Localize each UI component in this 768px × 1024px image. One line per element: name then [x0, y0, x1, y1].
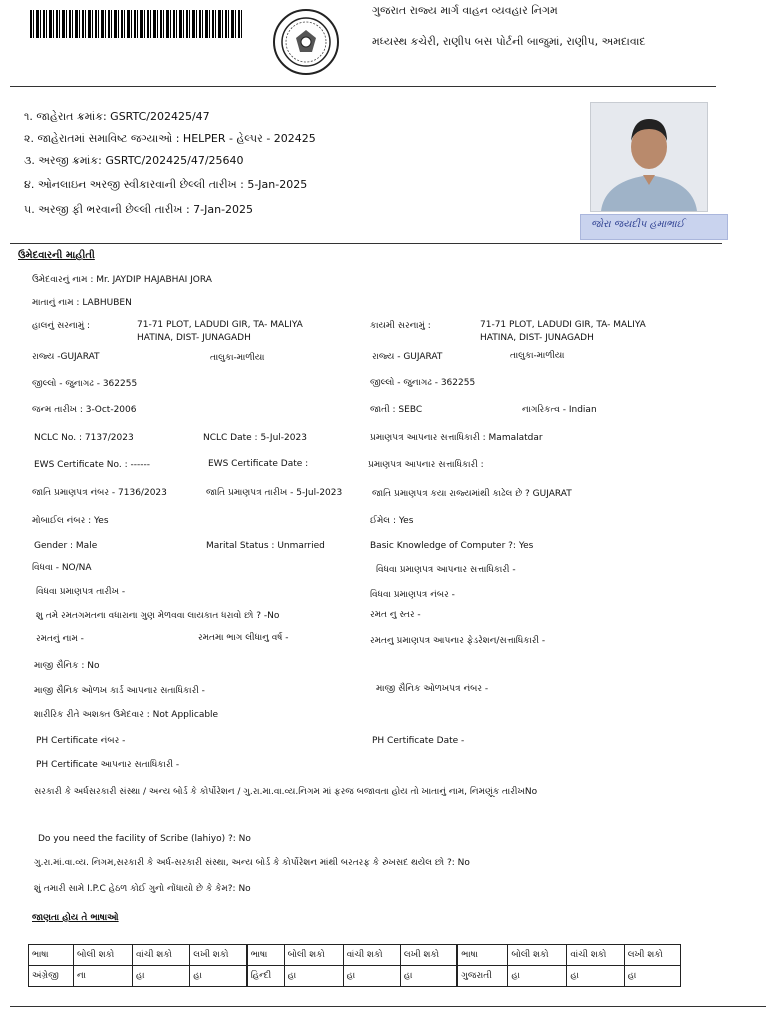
- caste-cert-number: જાતિ પ્રમાણપત્ર નંબર - 7136/2023: [32, 488, 167, 498]
- table-cell: ગુજરાતી: [457, 966, 508, 987]
- widow-number: વિધવા પ્રમાણપત્ર નંબર -: [370, 590, 455, 600]
- ph-cert-number: PH Certificate નંબર -: [36, 736, 126, 746]
- table-cell: હિન્દી: [247, 966, 284, 987]
- mother-name: માતાનું નામ : LABHUBEN: [32, 298, 132, 308]
- sports-year: રમતમા ભાગ લીધાનુ વર્ષ -: [198, 633, 289, 643]
- gender: Gender : Male: [34, 541, 98, 551]
- table-cell: હા: [132, 966, 189, 987]
- marital-status: Marital Status : Unmarried: [206, 541, 325, 551]
- table-header: વાંચી શકો: [132, 945, 189, 966]
- widow-date: વિધવા પ્રમાણપત્ર તારીખ -: [36, 587, 126, 597]
- barcode: [30, 10, 242, 38]
- mobile: મોબાઈલ નંબર : Yes: [32, 516, 109, 526]
- table-header: વાંચી શકો: [567, 945, 624, 966]
- table-header: લખી શકો: [624, 945, 680, 966]
- table-cell: હા: [190, 966, 247, 987]
- table-cell: હા: [284, 966, 343, 987]
- govt-employment: સરકારી કે અર્ધસરકારી સંસ્થા / અન્ય બોર્ડ કે કોર્પોરેશન / ગુ.રા.મા.વા.વ્ય.નિગમ માં ફરજ બજાવતા હોય તો ખાતાનું નામ, નિમણૂંક તારીખNo: [34, 787, 538, 797]
- computer-knowledge: Basic Knowledge of Computer ?: Yes: [370, 541, 534, 551]
- widow-authority: વિધવા પ્રમાણપત્ર આપનાર સત્તાધિકારી -: [376, 565, 516, 575]
- nclc-number: NCLC No. : 7137/2023: [34, 433, 134, 443]
- table-header: બોલી શકો: [508, 945, 567, 966]
- taluka-permanent: તાલુકા-માળીયા: [510, 351, 565, 361]
- table-cell: હા: [508, 966, 567, 987]
- org-address: મધ્યસ્થ કચેરી, રાણીપ બસ પોર્ટની બાજુમાં, રાણીપ, અમદાવાદ: [372, 35, 646, 48]
- languages-header-row: [29, 945, 681, 966]
- candidate-signature: [580, 214, 728, 240]
- state-permanent: રાજ્ય - GUJARAT: [372, 352, 443, 362]
- table-header: બોલી શકો: [284, 945, 343, 966]
- table-header: લખી શકો: [190, 945, 247, 966]
- languages-title: જાણતા હોય તે ભાષાઓ: [32, 913, 119, 923]
- application-number: ૩. અરજી ક્રમાંક: GSRTC/202425/47/25640: [24, 154, 244, 167]
- caste-cert-state: જાતિ પ્રમાણપત્ર કયા રાજ્યમાંથી કાઢેલ છે ? GUJARAT: [372, 489, 572, 499]
- ph-cert-authority: PH Certificate આપનાર સતાધિકારી -: [36, 760, 180, 770]
- sports-authority: રમતનુ પ્રમાણપત્ર આપનાર ફેડરેશન/સત્તાધિકારી -: [370, 636, 546, 646]
- taluka-current: તાલુકા-માળીયા: [210, 353, 265, 363]
- footer-divider: [10, 1006, 766, 1007]
- dismissed-question: ગુ.રા.માં.વા.વ્ય. નિગમ,સરકારી કે અર્ધ-સરકારી સંસ્થા, અન્ય બોર્ડ કે કોર્પોરેશન માંથી બરતરફ કે રુખસદ થયેલ છો ?: No: [34, 858, 470, 868]
- widow: વિધવા - NO/NA: [32, 563, 92, 573]
- header-divider: [10, 86, 716, 87]
- state-current: રાજ્ય -GUJARAT: [32, 352, 100, 362]
- table-header: લખી શકો: [400, 945, 457, 966]
- ex-serviceman: માજી સૈનિક : No: [34, 661, 100, 671]
- email: ઈમેલ : Yes: [370, 516, 414, 526]
- caste: જાતી : SEBC: [370, 405, 423, 415]
- table-header: ભાષા: [247, 945, 284, 966]
- candidate-photo: [590, 102, 708, 212]
- nationality: નાગરિકત્વ - Indian: [522, 405, 597, 415]
- sports-question: શુ તમે રમતગમતના વધારાના ગુણ મેળવવા લાયકાત ધરાવો છો ? -No: [36, 611, 280, 621]
- permanent-address-label: કાયમી સરનામું :: [370, 321, 431, 331]
- table-row: [29, 966, 681, 987]
- table-cell: ના: [73, 966, 132, 987]
- ex-serviceman-authority: માજી સૈનિક ઓળખ કાર્ડ આપનાર સતાધિકારી -: [34, 686, 205, 696]
- table-cell: અંગ્રેજી: [29, 966, 74, 987]
- languages-table: [28, 944, 681, 987]
- ph-cert-date: PH Certificate Date -: [372, 736, 465, 746]
- date-of-birth: જન્મ તારીખ : 3-Oct-2006: [32, 405, 137, 415]
- candidate-name: ઉમેદવારનું નામ : Mr. JAYDIP HAJABHAI JORA: [32, 275, 212, 285]
- caste-cert-date: જાતિ પ્રમાણપત્ર તારીખ - 5-Jul-2023: [206, 488, 343, 498]
- permanent-address-line1: 71-71 PLOT, LADUDI GIR, TA- MALIYA: [480, 320, 646, 330]
- org-name: ગુજરાત રાજ્ય માર્ગ વાહન વ્યવહાર નિગમ: [372, 4, 558, 17]
- last-date-fee: ૫. અરજી ફી ભરવાની છેલ્લી તારીખ : 7-Jan-2025: [24, 203, 254, 216]
- table-header: વાંચી શકો: [343, 945, 400, 966]
- advt-number: ૧. જાહેરાત ક્રમાંક: GSRTC/202425/47: [24, 110, 210, 123]
- signature-text: જોરા જયદીપ હમાભાઈ: [591, 219, 685, 230]
- advt-post: ૨. જાહેરાતમાં સમાવિષ્ટ જગ્યાઓ : HELPER - હેલ્પર - 202425: [24, 132, 316, 145]
- gsrtc-logo: [272, 8, 340, 76]
- table-cell: હા: [400, 966, 457, 987]
- current-address-line1: 71-71 PLOT, LADUDI GIR, TA- MALIYA: [137, 320, 303, 330]
- table-cell: હા: [343, 966, 400, 987]
- sports-level: રમત નુ સ્તર -: [370, 610, 421, 620]
- permanent-address-line2: HATINA, DIST- JUNAGADH: [480, 333, 594, 343]
- ews-date: EWS Certificate Date :: [208, 459, 309, 469]
- table-cell: હા: [624, 966, 680, 987]
- table-header: ભાષા: [29, 945, 74, 966]
- table-header: ભાષા: [457, 945, 508, 966]
- ex-serviceman-number: માજી સૈનિક ઓળખપત્ર નંબર -: [376, 684, 489, 694]
- nclc-authority: પ્રમાણપત્ર આપનાર સત્તાધિકારી : Mamalatdar: [370, 433, 543, 443]
- table-cell: હા: [567, 966, 624, 987]
- section-title: ઉમેદવારની માહીતી: [18, 250, 95, 261]
- ipc-question: શું તમારી સામે I.P.C હેઠળ કોઈ ગુનો નોંધાયો છે કે કેમ?: No: [34, 884, 251, 894]
- district-current: જીલ્લો - જુનાગઢ - 362255: [32, 379, 138, 389]
- section-divider: [10, 243, 722, 244]
- table-header: બોલી શકો: [73, 945, 132, 966]
- district-permanent: જીલ્લો - જુનાગઢ - 362255: [370, 378, 476, 388]
- scribe-facility: Do you need the facility of Scribe (lahiyo) ?: No: [38, 834, 251, 844]
- last-date-online: ૪. ઓનલાઇન અરજી સ્વીકારવાની છેલ્લી તારીખ : 5-Jan-2025: [24, 178, 308, 191]
- ews-number: EWS Certificate No. : ------: [34, 460, 150, 470]
- current-address-label: હાલનું સરનામું :: [32, 321, 91, 331]
- nclc-date: NCLC Date : 5-Jul-2023: [203, 433, 307, 443]
- current-address-line2: HATINA, DIST- JUNAGADH: [137, 333, 251, 343]
- ews-authority: પ્રમાણપત્ર આપનાર સત્તાધિકારી :: [368, 460, 484, 470]
- disability: શારીરિક રીતે અશક્ત ઉમેદવાર : Not Applicable: [34, 710, 219, 720]
- sports-name: રમતનું નામ -: [36, 634, 84, 644]
